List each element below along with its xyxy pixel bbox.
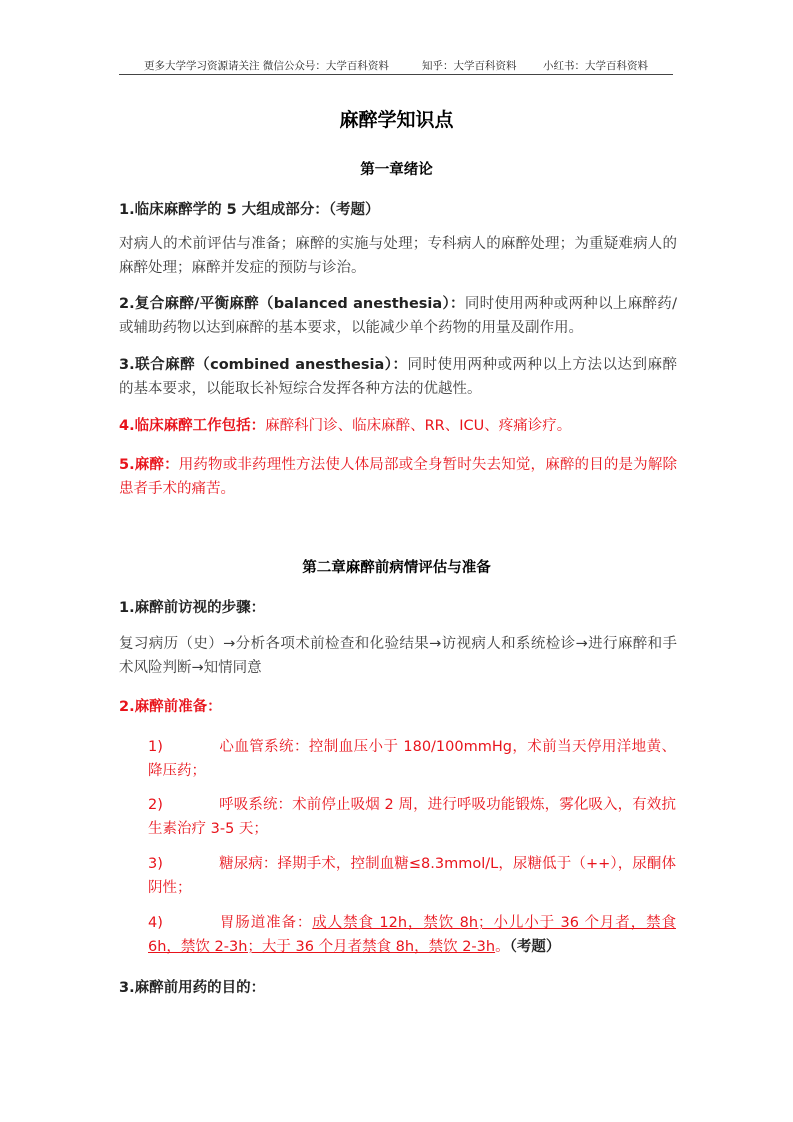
ch1-q3-term: 3.联合麻醉（combined anesthesia）： bbox=[119, 357, 408, 373]
ch1-q4-body: 麻醉科门诊、临床麻醉、RR、ICU、疼痛诊疗。 bbox=[265, 418, 572, 434]
prep-item-4 bbox=[148, 911, 676, 959]
ch1-q3-body: 同时使用两种或两种以上方法以达到麻醉的基本要求，以能取长补短综合发挥各种方法的优越性。 bbox=[119, 357, 677, 397]
ch2-q2-heading: 2.麻醉前准备： bbox=[119, 699, 222, 715]
ch1-q1-body: 对病人的术前评估与准备；麻醉的实施与处理；专科病人的麻醉处理；为重疑难病人的麻醉处理；麻醉并发症的预防与诊治。 bbox=[119, 236, 677, 276]
ch1-q4-term: 4.临床麻醉工作包括： bbox=[119, 418, 266, 434]
page-header bbox=[119, 52, 673, 75]
prep-item-1-num: 1) bbox=[148, 739, 163, 755]
prep-item-2 bbox=[148, 793, 676, 841]
ch1-q2-paragraph bbox=[119, 292, 677, 340]
ch1-q5-term: 5.麻醉： bbox=[119, 457, 179, 473]
prep-item-3 bbox=[148, 852, 676, 900]
document-title: 麻醉学知识点 bbox=[339, 109, 454, 131]
ch1-q2-body: 同时使用两种或两种以上麻醉药/或辅助药物以达到麻醉的基本要求，以能减少单个药物的用量及副作用。 bbox=[119, 296, 677, 336]
prep-item-4-exam-tag: （考题） bbox=[509, 939, 561, 955]
ch1-q5-paragraph bbox=[119, 453, 677, 501]
ch2-q1-body: 复习病历（史）→分析各项术前检查和化验结果→访视病人和系统检诊→进行麻醉和手术风险判断→知情同意 bbox=[119, 636, 677, 676]
prep-item-2-num: 2) bbox=[148, 797, 163, 813]
ch1-q2-term: 2.复合麻醉/平衡麻醉（balanced anesthesia）： bbox=[119, 296, 465, 312]
ch2-q1-heading: 1.麻醉前访视的步骤： bbox=[119, 600, 266, 616]
ch1-q1-heading: 1.临床麻醉学的 5 大组成部分：（考题） bbox=[119, 202, 380, 218]
prep-item-2-text: 呼吸系统：术前停止吸烟 2 周，进行呼吸功能锻炼，雾化吸入，有效抗生素治疗 3-5 天； bbox=[148, 797, 676, 837]
header-wechat: 更多大学学习资源请关注 微信公众号：大学百科资料 bbox=[144, 60, 389, 72]
ch1-q3-paragraph bbox=[119, 353, 677, 401]
chapter1-title: 第一章绪论 bbox=[360, 162, 433, 178]
prep-item-4-num: 4) bbox=[148, 915, 163, 931]
prep-item-1-text: 心血管系统：控制血压小于 180/100mmHg，术前当天停用洋地黄、降压药； bbox=[148, 739, 676, 779]
chapter2-title: 第二章麻醉前病情评估与准备 bbox=[302, 560, 491, 576]
header-xiaohongshu: 小红书：大学百科资料 bbox=[543, 60, 648, 72]
prep-item-1 bbox=[148, 735, 676, 783]
prep-item-4-fasting: 成人禁食 12h，禁饮 8h；小儿小于 36 个月者，禁食 6h，禁饮 2-3h；大于 36 个月者禁食 8h，禁饮 2-3h bbox=[148, 915, 676, 955]
ch1-q5-body: 用药物或非药理性方法使人体局部或全身暂时失去知觉，麻醉的目的是为解除患者手术的痛苦。 bbox=[119, 457, 677, 497]
prep-item-3-num: 3) bbox=[148, 856, 163, 872]
ch2-q3-heading: 3.麻醉前用药的目的： bbox=[119, 980, 266, 996]
header-zhihu: 知乎：大学百科资料 bbox=[422, 60, 517, 72]
ch1-q4-paragraph bbox=[119, 414, 677, 438]
prep-item-4-end: 。 bbox=[495, 939, 510, 955]
prep-item-4-lead: 胃肠道准备： bbox=[219, 915, 313, 931]
prep-item-3-text: 糖尿病：择期手术，控制血糖≤8.3mmol/L，尿糖低于（++），尿酮体阴性； bbox=[148, 856, 676, 896]
